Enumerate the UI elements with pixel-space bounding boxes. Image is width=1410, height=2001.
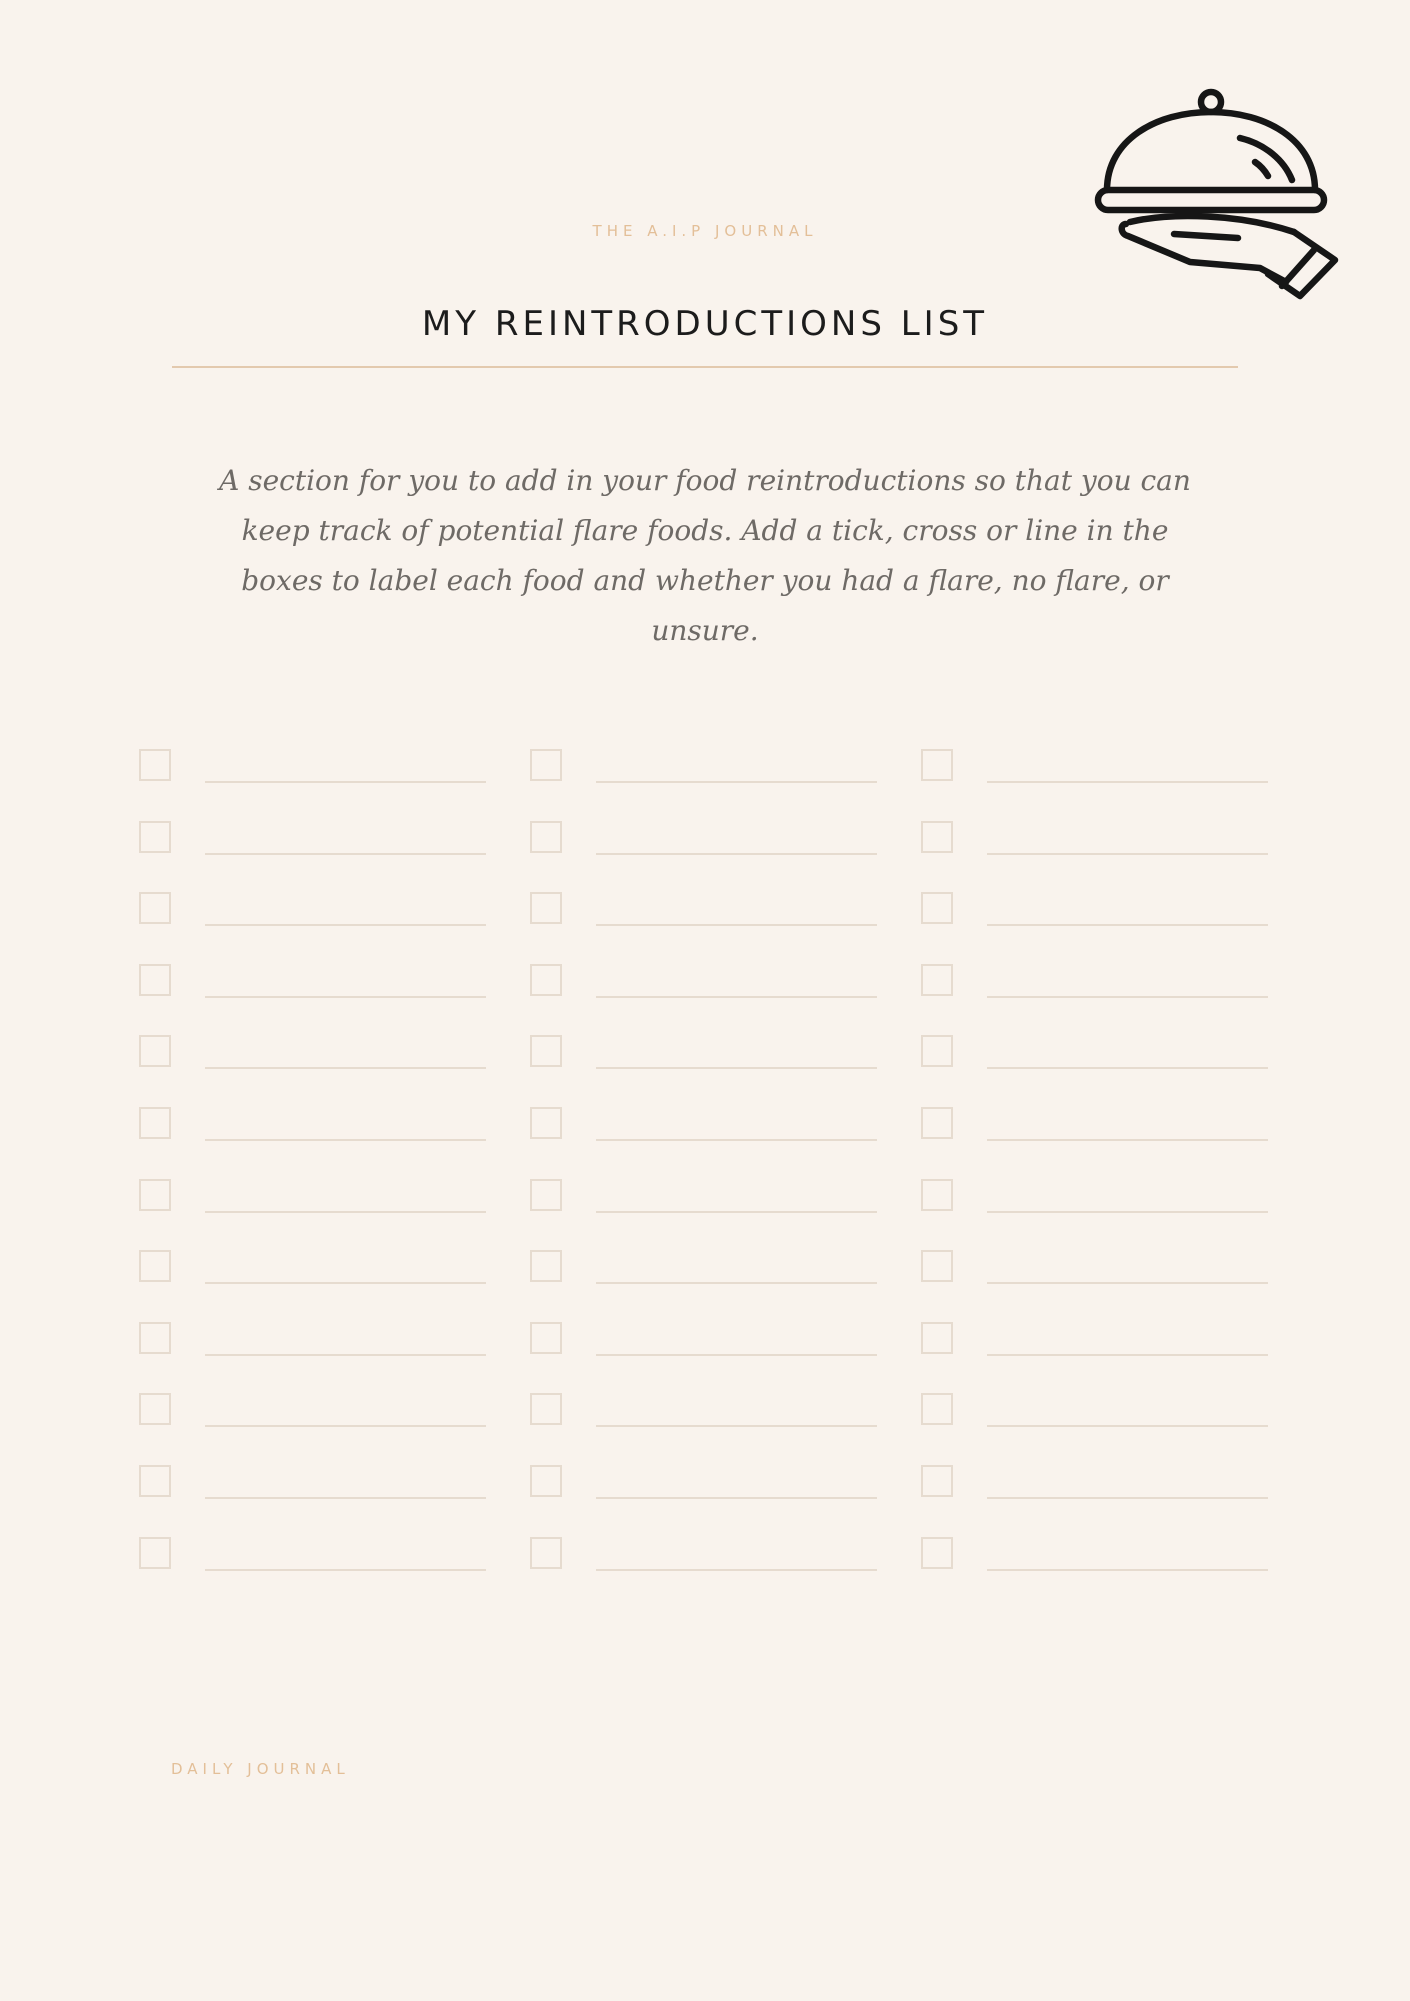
status-checkbox[interactable] bbox=[921, 1107, 953, 1139]
list-item bbox=[530, 1465, 880, 1505]
food-entry-line[interactable] bbox=[596, 1425, 877, 1427]
list-item bbox=[530, 749, 880, 789]
food-entry-line[interactable] bbox=[596, 781, 877, 783]
list-item bbox=[921, 1393, 1271, 1433]
list-item bbox=[139, 1465, 489, 1505]
list-item bbox=[139, 1107, 489, 1147]
list-item bbox=[530, 1179, 880, 1219]
status-checkbox[interactable] bbox=[921, 1465, 953, 1497]
list-item bbox=[530, 964, 880, 1004]
serving-cloche-on-hand-icon bbox=[1090, 84, 1350, 306]
list-column bbox=[921, 749, 1271, 1574]
food-entry-line[interactable] bbox=[987, 1282, 1268, 1284]
status-checkbox[interactable] bbox=[139, 1537, 171, 1569]
list-item bbox=[921, 749, 1271, 789]
list-item bbox=[921, 964, 1271, 1004]
list-item bbox=[530, 1107, 880, 1147]
status-checkbox[interactable] bbox=[139, 1250, 171, 1282]
list-item bbox=[139, 1179, 489, 1219]
list-item bbox=[530, 1393, 880, 1433]
food-entry-line[interactable] bbox=[205, 853, 486, 855]
list-item bbox=[530, 892, 880, 932]
list-item bbox=[139, 964, 489, 1004]
food-entry-line[interactable] bbox=[596, 1211, 877, 1213]
list-item bbox=[139, 1035, 489, 1075]
list-item bbox=[139, 749, 489, 789]
list-column bbox=[139, 749, 489, 1574]
status-checkbox[interactable] bbox=[139, 964, 171, 996]
status-checkbox[interactable] bbox=[530, 1250, 562, 1282]
food-entry-line[interactable] bbox=[205, 1067, 486, 1069]
status-checkbox[interactable] bbox=[530, 821, 562, 853]
food-entry-line[interactable] bbox=[596, 1497, 877, 1499]
status-checkbox[interactable] bbox=[530, 1035, 562, 1067]
status-checkbox[interactable] bbox=[139, 1465, 171, 1497]
list-column bbox=[530, 749, 880, 1574]
list-item bbox=[921, 1107, 1271, 1147]
food-entry-line[interactable] bbox=[205, 924, 486, 926]
food-entry-line[interactable] bbox=[987, 924, 1268, 926]
status-checkbox[interactable] bbox=[139, 1179, 171, 1211]
status-checkbox[interactable] bbox=[530, 964, 562, 996]
list-item bbox=[921, 1035, 1271, 1075]
status-checkbox[interactable] bbox=[530, 1322, 562, 1354]
status-checkbox[interactable] bbox=[921, 892, 953, 924]
list-item bbox=[921, 821, 1271, 861]
food-entry-line[interactable] bbox=[987, 1569, 1268, 1571]
food-entry-line[interactable] bbox=[987, 1425, 1268, 1427]
food-entry-line[interactable] bbox=[205, 1569, 486, 1571]
list-item bbox=[139, 1250, 489, 1290]
food-entry-line[interactable] bbox=[596, 924, 877, 926]
food-entry-line[interactable] bbox=[987, 1497, 1268, 1499]
status-checkbox[interactable] bbox=[139, 892, 171, 924]
food-entry-line[interactable] bbox=[596, 996, 877, 998]
status-checkbox[interactable] bbox=[139, 1107, 171, 1139]
status-checkbox[interactable] bbox=[530, 749, 562, 781]
page-title: MY REINTRODUCTIONS LIST bbox=[421, 304, 989, 344]
food-entry-line[interactable] bbox=[596, 1139, 877, 1141]
food-entry-line[interactable] bbox=[205, 996, 486, 998]
food-entry-line[interactable] bbox=[987, 1211, 1268, 1213]
list-item bbox=[921, 1179, 1271, 1219]
footer-label: DAILY JOURNAL bbox=[171, 1760, 350, 1778]
status-checkbox[interactable] bbox=[921, 1250, 953, 1282]
status-checkbox[interactable] bbox=[530, 1179, 562, 1211]
status-checkbox[interactable] bbox=[921, 964, 953, 996]
journal-label: THE A.I.P JOURNAL bbox=[592, 222, 818, 240]
food-entry-line[interactable] bbox=[205, 1139, 486, 1141]
list-item bbox=[921, 1250, 1271, 1290]
food-entry-line[interactable] bbox=[205, 1211, 486, 1213]
status-checkbox[interactable] bbox=[921, 1035, 953, 1067]
list-item bbox=[921, 1322, 1271, 1362]
list-item bbox=[530, 1035, 880, 1075]
status-checkbox[interactable] bbox=[530, 1393, 562, 1425]
food-entry-line[interactable] bbox=[596, 1354, 877, 1356]
status-checkbox[interactable] bbox=[530, 1465, 562, 1497]
food-entry-line[interactable] bbox=[596, 853, 877, 855]
food-entry-line[interactable] bbox=[596, 1067, 877, 1069]
list-item bbox=[139, 892, 489, 932]
list-item bbox=[139, 821, 489, 861]
food-entry-line[interactable] bbox=[205, 1497, 486, 1499]
list-item bbox=[530, 1537, 880, 1577]
status-checkbox[interactable] bbox=[921, 1393, 953, 1425]
status-checkbox[interactable] bbox=[139, 821, 171, 853]
food-entry-line[interactable] bbox=[987, 781, 1268, 783]
intro-paragraph: A section for you to add in your food reintroductions so that you can keep track of potential flare foods. Add a tick, cross or line in the boxes to label each food and whether you had a flare, no flare, or unsure. bbox=[219, 464, 1191, 647]
food-entry-line[interactable] bbox=[987, 1067, 1268, 1069]
list-item bbox=[921, 1537, 1271, 1577]
status-checkbox[interactable] bbox=[139, 1322, 171, 1354]
food-entry-line[interactable] bbox=[205, 1425, 486, 1427]
list-item bbox=[530, 821, 880, 861]
status-checkbox[interactable] bbox=[530, 1537, 562, 1569]
list-item bbox=[139, 1393, 489, 1433]
status-checkbox[interactable] bbox=[530, 892, 562, 924]
food-entry-line[interactable] bbox=[987, 996, 1268, 998]
list-item bbox=[139, 1322, 489, 1362]
food-entry-line[interactable] bbox=[596, 1569, 877, 1571]
status-checkbox[interactable] bbox=[530, 1107, 562, 1139]
status-checkbox[interactable] bbox=[921, 821, 953, 853]
list-item bbox=[921, 1465, 1271, 1505]
list-item bbox=[530, 1322, 880, 1362]
food-entry-line[interactable] bbox=[205, 781, 486, 783]
food-entry-line[interactable] bbox=[987, 1139, 1268, 1141]
status-checkbox[interactable] bbox=[921, 1537, 953, 1569]
status-checkbox[interactable] bbox=[139, 749, 171, 781]
status-checkbox[interactable] bbox=[139, 1035, 171, 1067]
reintroductions-list bbox=[139, 749, 1271, 1574]
title-divider bbox=[172, 366, 1238, 368]
food-entry-line[interactable] bbox=[205, 1354, 486, 1356]
food-entry-line[interactable] bbox=[205, 1282, 486, 1284]
list-item bbox=[530, 1250, 880, 1290]
list-item bbox=[921, 892, 1271, 932]
food-entry-line[interactable] bbox=[987, 1354, 1268, 1356]
status-checkbox[interactable] bbox=[921, 1179, 953, 1211]
food-entry-line[interactable] bbox=[596, 1282, 877, 1284]
status-checkbox[interactable] bbox=[921, 749, 953, 781]
food-entry-line[interactable] bbox=[987, 853, 1268, 855]
list-item bbox=[139, 1537, 489, 1577]
status-checkbox[interactable] bbox=[139, 1393, 171, 1425]
status-checkbox[interactable] bbox=[921, 1322, 953, 1354]
